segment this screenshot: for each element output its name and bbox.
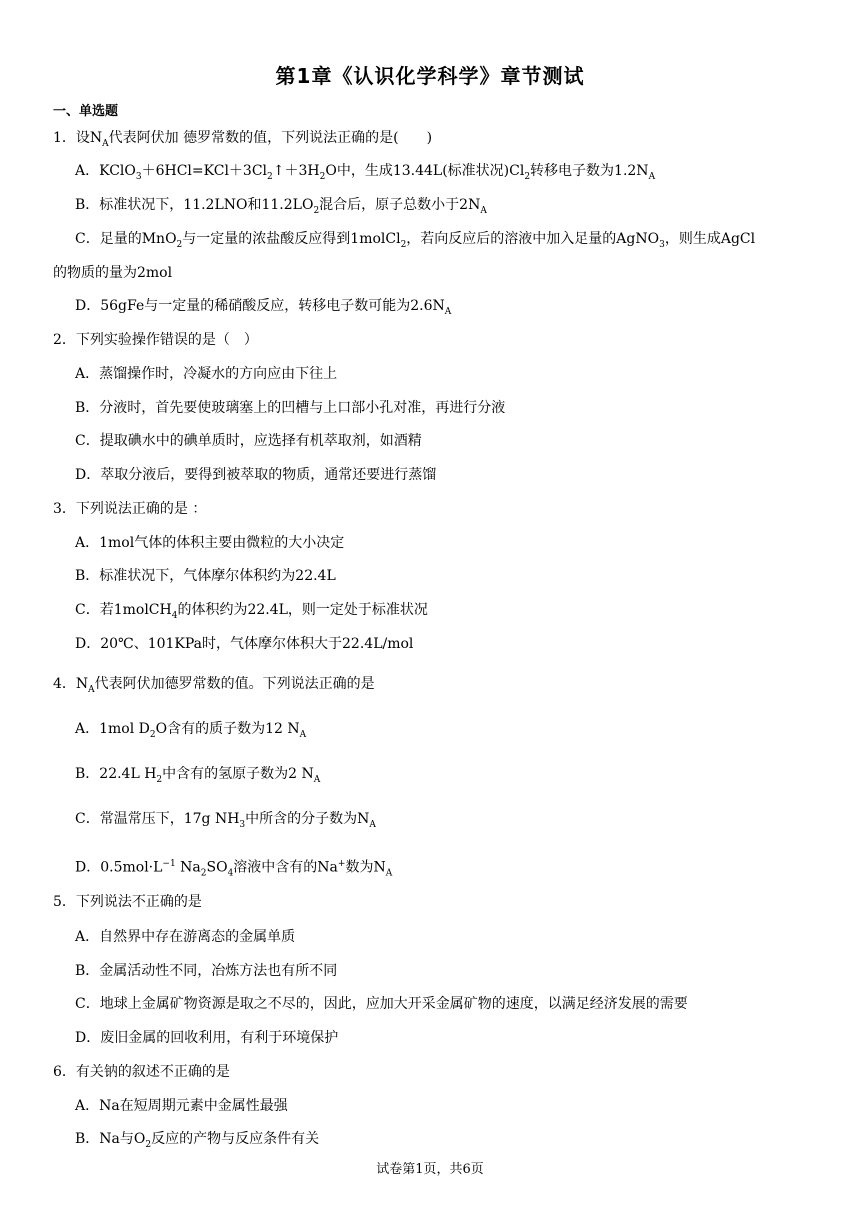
page-footer: 试卷第1页，共6页 xyxy=(376,1162,484,1177)
question-3-option-d: D．20℃、101KPa时，气体摩尔体积大于22.4L/mol xyxy=(75,636,414,652)
page-title: 第1章《认识化学科学》章节测试 xyxy=(275,64,585,88)
question-5-option-b: B．金属活动性不同，冶炼方法也有所不同 xyxy=(75,963,338,979)
question-4-option-d: D．$0.5mol\cdot L^{-1}$ $Na_2SO_4$溶液中含有的Na+数为$N_A$ xyxy=(75,859,393,879)
question-1-option-a: A．$KClO_3+6HCl=KCl+3Cl_2↑+3H_2O$中，生成13.44L(标准状况)$Cl_2$转移电子数为$1.2N_A$ xyxy=(75,163,656,182)
question-4-stem: 4．$N_A$代表阿伏加德罗常数的值。下列说法正确的是 xyxy=(53,676,375,695)
question-1-option-d: D．56gFe与一定量的稀硝酸反应，转移电子数可能为$2.6N_A$ xyxy=(75,298,452,317)
question-6-option-b: B．Na与$O_2$反应的产物与反应条件有关 xyxy=(75,1131,320,1150)
question-2-option-d: D．萃取分液后，要得到被萃取的物质，通常还要进行蒸馏 xyxy=(75,467,437,483)
question-5-option-d: D．废旧金属的回收利用，有利于环境保护 xyxy=(75,1030,339,1046)
question-4-option-a: A．1mol $D_2O$含有的质子数为12 $N_A$ xyxy=(75,721,307,740)
question-1-option-b: B．标准状况下，11.2LNO和$11.2LO_2$混合后，原子总数小于$2N_A$ xyxy=(75,197,487,216)
question-3-stem: 3．下列说法正确的是 ： xyxy=(53,501,207,517)
question-3-option-c: C．若1molCH$_4$的体积约为22.4L，则一定处于标准状况 xyxy=(75,602,428,621)
question-5-option-a: A．自然界中存在游离态的金属单质 xyxy=(75,929,296,945)
question-3-option-a: A．1mol气体的体积主要由微粒的大小决定 xyxy=(75,535,345,551)
question-2-option-a: A．蒸馏操作时，冷凝水的方向应由下往上 xyxy=(75,366,338,382)
question-2-stem: 2．下列实验操作错误的是（ ） xyxy=(53,332,258,348)
question-4-option-c: C．常温常压下，17g $NH_3$中所含的分子数为$N_A$ xyxy=(75,811,376,830)
question-3-option-b: B．标准状况下，气体摩尔体积约为22.4L xyxy=(75,568,336,584)
question-5-option-c: C．地球上金属矿物资源是取之不尽的，因此，应加大开采金属矿物的速度，以满足经济发展的需要 xyxy=(75,996,688,1012)
section-heading: 一、单选题 xyxy=(53,104,119,119)
question-1-option-c: C．足量的MnO$_2$与一定量的浓盐酸反应得到1molCl$_2$，若向反应后的溶液中加入足量的AgNO$_3$，则生成AgCl xyxy=(75,231,756,250)
question-4-option-b: B．22.4L $H_2$中含有的氢原子数为2 $N_A$ xyxy=(75,766,321,785)
question-6-option-a: A．Na在短周期元素中金属性最强 xyxy=(75,1098,288,1114)
question-2-option-b: B．分液时，首先要使玻璃塞上的凹槽与上口部小孔对准，再进行分液 xyxy=(75,400,506,416)
question-2-option-c: C．提取碘水中的碘单质时，应选择有机萃取剂，如酒精 xyxy=(75,433,422,449)
question-1-stem: 1．设$N_A$代表阿伏加 德罗常数的值，下列说法正确的是( ) xyxy=(53,130,433,149)
question-6-stem: 6．有关钠的叙述不正确的是 xyxy=(53,1064,230,1080)
question-1-option-c-cont: 的物质的量为2mol xyxy=(53,265,173,281)
question-5-stem: 5．下列说法不正确的是 xyxy=(53,894,202,910)
